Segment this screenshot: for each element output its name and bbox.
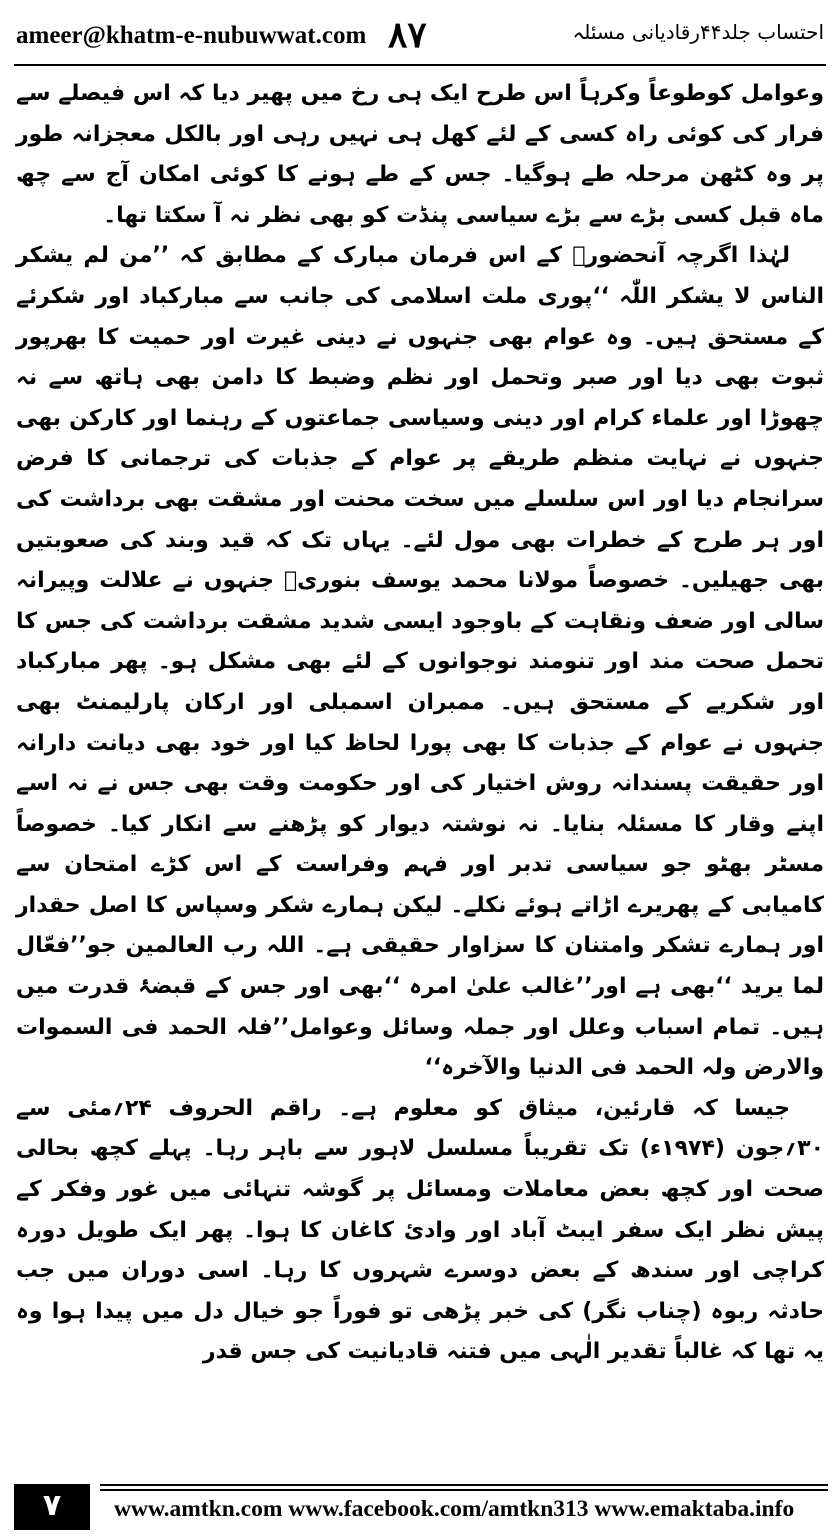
footer-links: www.amtkn.com www.facebook.com/amtkn313 www.emaktaba.info [114,1496,795,1522]
page-header [16,14,824,64]
header-divider [14,64,826,66]
footer-rule-bottom [100,1489,828,1491]
paragraph-1: وعوامل کوطوعاً وکرہاً اس طرح ایک ہی رخ میں پھیر دیا کہ اس فیصلے سے فرار کی کوئی راہ کسی کے لئے کھل ہی نہیں رہی اور بالکل معجزانہ طور پر وہ کٹھن مرحلہ طے ہوگیا۔ جس کے طے ہونے کا کوئی امکان آج سے چھ ماہ قبل کسی بڑے سے بڑے سیاسی پنڈت کو بھی نظر نہ آ سکتا تھا۔ [16,81,824,228]
header-email: ameer@khatm-e-nubuwwat.com [16,22,367,49]
header-book-title: احتساب جلد۴۴رقادیانی مسئلہ [572,20,824,44]
paragraph-3: جیسا کہ قارئین، میثاق کو معلوم ہے۔ راقم الحروف ۲۴؍مئی سے ۳۰؍جون (۱۹۷۴ء) تک تقریباً مسلسل لاہور سے باہر رہا۔ پہلے کچھ بحالی صحت اور کچھ بعض معاملات ومسائل پر گوشہ تنہائی میں غور وفکر کے پیش نظر ایک سفر ایبٹ آباد اور وادیٔ کاغان کا ہوا۔ پھر ایک طویل دورہ کراچی اور سندھ کے بعض دوسرے شہروں کا رہا۔ اسی دوران میں جب حادثہ ربوہ (چناب نگر) کی خبر پڑھی تو فوراً جو خیال دل میں پیدا ہوا وہ یہ تھا کہ غالباً تقدیر الٰہی میں فتنہ قادیانیت کی جس قدر [16,1095,825,1365]
paragraph-2: لہٰذا اگرچہ آنحضورﷺ کے اس فرمان مبارک کے مطابق کہ ’’من لم یشکر الناس لا یشکر اللّٰہ ‘‘پوری ملت اسلامی کی جانب سے مبارکباد اور شکرئے کے مستحق ہیں۔ وہ عوام بھی جنہوں نے دینی غیرت اور حمیت کا بھرپور ثبوت بھی دیا اور صبر وتحمل اور نظم وضبط کا دامن بھی ہاتھ سے نہ چھوڑا اور علماء کرام اور دینی وسیاسی جماعتوں کے رہنما اور کارکن بھی جنہوں نے نہایت منظم طریقے پر عوام کے جذبات کی ترجمانی کا فرض سرانجام دیا اور اس سلسلے میں سخت محنت اور مشقت بھی برداشت کی اور ہر طرح کے خطرات بھی مول لئے۔ یہاں تک کہ قید وبند کی صعوبتیں بھی جھیلیں۔ خصوصاً مولانا محمد یوسف بنوریؒ جنہوں نے علالت وپیرانہ سالی اور ضعف ونقاہت کے باوجود ایسی شدید مشقت برداشت کی جس کا تحمل صحت مند اور تنومند نوجوانوں کے لئے بھی مشکل ہو۔ پھر مبارکباد اور شکریے کے مستحق ہیں۔ ممبران اسمبلی اور ارکان پارلیمنٹ بھی جنہوں نے عوام کے جذبات کا بھی پورا لحاظ کیا اور خود بھی دیانت دارانہ اور حقیقت پسندانہ روش اختیار کی اور حکومت وقت بھی جس نے نہ اسے اپنے وقار کا مسئلہ بنایا۔ نہ نوشتہ دیوار کو پڑھنے سے انکار کیا۔ خصوصاً مسٹر بھٹو جو سیاسی تدبر اور فہم وفراست کے اس کڑے امتحان سے کامیابی کے پھریرے اڑاتے ہوئے نکلے۔ لیکن ہمارے شکر وسپاس کا اصل حقدار اور ہمارے تشکر وامتنان کا سزاوار حقیقی ہے۔ اللہ رب العالمین جو’’فعّال لما یرید ‘‘بھی ہے اور’’غالب علیٰ امرہ ‘‘بھی اور جس کے قبضۂ قدرت میں ہیں۔ تمام اسباب وعلل اور جملہ وسائل وعوامل’’فلہ الحمد فی السموات والارض ولہ الحمد فی الدنیا والآخرہ‘‘ [16,243,824,1081]
footer-rule-top [100,1484,828,1486]
body-text [16,74,824,1373]
header-page-number: ٨٧ [388,15,427,55]
footer-page-number: ٧ [14,1484,90,1530]
